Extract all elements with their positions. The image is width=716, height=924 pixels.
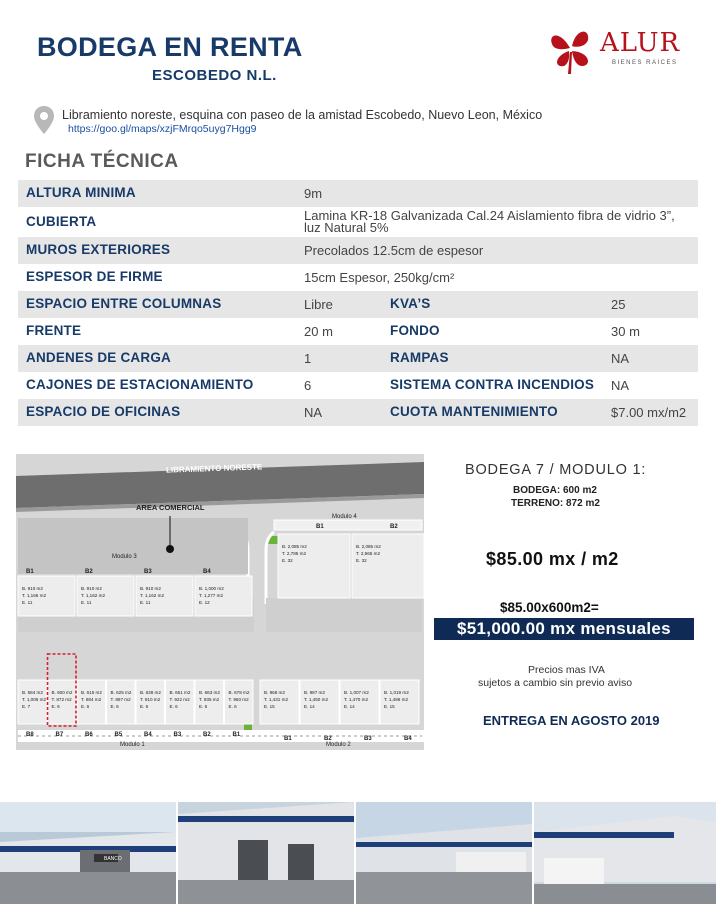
bay-label: B3 [364,736,372,742]
modulo3-building [18,518,248,574]
modulo3-label: Modulo 3 [112,554,137,560]
spec-value: NA [611,378,630,393]
lot-data-line: T. 1,162 m2 [140,593,165,598]
warehouse-photo [534,802,716,904]
lot-data-line: B. 968 m2 [264,690,285,695]
lot-data-line: T. 884 m2 [81,697,102,702]
lot-data-line: B. 625 m2 [110,690,132,695]
bay-label: B2 [203,732,211,738]
sign-text: BANCO [104,856,122,862]
spec-row [18,399,698,426]
photo-strip [0,802,716,904]
lot-data-line: E. 11 [22,600,33,605]
lot-data-line: T. 872 m2 [51,697,72,702]
price-per-m2: $85.00 mx / m2 [486,549,619,569]
spec-label: ESPACIO DE OFICINAS [26,404,181,419]
lot-data-line: E. 32 [356,558,367,563]
lot-data-line: T. 1,431 m2 [264,697,289,702]
lot-modulo1 [77,680,106,724]
spec-label: MUROS EXTERIORES [26,242,171,257]
bay-label: B7 [55,732,64,738]
lot-modulo2 [340,680,379,724]
ficha-tecnica-heading: FICHA TÉCNICA [25,151,179,172]
spec-label: FONDO [390,323,440,338]
spec-row [18,207,698,237]
lot-data-line: E. 15 [384,704,395,709]
lot-data-line: E. 7 [22,704,31,709]
lot-data-line: B. 638 m2 [140,690,161,695]
spec-label: CUOTA MANTENIMIENTO [390,404,558,419]
spec-value: NA [304,405,323,420]
lot-modulo1 [18,680,47,724]
clover-flower-icon [546,24,596,76]
bay-label: B5 [114,732,123,738]
lot-data-line: E. 14 [304,704,315,709]
lot-data-line: B. 1,007 m2 [344,690,369,695]
bay-label: B8 [26,732,34,738]
modulo4-label: Modulo 4 [332,514,357,520]
lot-data-line: E. 11 [140,600,151,605]
lot-data-line: T. 2,965 m2 [356,551,381,556]
brand-name: ALUR [600,28,681,58]
lot-data-line: T. 1,006 m2 [22,697,47,702]
spec-table [18,180,698,426]
spec-row [18,180,698,207]
map-link[interactable]: https://goo.gl/maps/xzjFMrqo5uyg7Hgg9 [68,123,257,135]
spec-label: ESPESOR DE FIRME [26,269,163,284]
lot-data-line: B. 584 m2 [22,690,43,695]
bay-label: B4 [144,732,152,738]
site-plan [16,454,424,750]
lot-data-line: E. 6 [81,704,90,709]
spec-label: ESPACIO ENTRE COLUMNAS [26,296,222,311]
spec-row [18,237,698,264]
spec-value: 9m [304,186,323,201]
spec-value: 30 m [611,324,640,339]
spec-value: 1 [304,351,312,366]
warehouse-photo [178,802,354,904]
lot-data-line: T. 1,162 m2 [81,593,106,598]
site-plan-drawing [16,454,424,750]
price-calculation: $85.00x600m2= [500,600,599,615]
brand-tagline: BIENES RAICES [612,60,678,66]
lot-data-line: B. 2,085 m2 [282,544,307,549]
spec-value: 20 m [304,324,333,339]
spec-label: CAJONES DE ESTACIONAMIENTO [26,377,254,392]
lot-data-line: E. 6 [228,704,237,709]
lot-data-line: E. 32 [282,558,293,563]
spec-label: KVA’S [390,296,431,311]
commercial-area-marker [166,545,174,553]
modulo4-header [274,520,422,530]
lot-data-line: T. 1,166 m2 [22,593,47,598]
terreno-area: TERRENO: 872 m2 [511,498,600,509]
lot-modulo1 [195,680,224,724]
lot-data-line: B. 910 m2 [22,586,43,591]
lot-data-line: T. 922 m2 [169,697,190,702]
spec-value: 6 [304,378,312,393]
lot-data-line: B. 1,019 m2 [384,690,409,695]
spec-label: ALTURA MINIMA [26,185,136,200]
spec-label: FRENTE [26,323,82,338]
bodega-area: BODEGA: 600 m2 [513,485,597,496]
unit-title: BODEGA 7 / MODULO 1: [465,462,647,478]
lot-data-line: B. 1,000 m2 [199,586,224,591]
lot-data-line: B. 910 m2 [140,586,161,591]
lot-modulo2 [260,680,299,724]
bay-label: B4 [203,569,211,575]
lot-data-line: E. 6 [110,704,119,709]
bay-label: B1 [26,569,34,575]
spec-label: RAMPAS [390,350,449,365]
lot-data-line: T. 897 m2 [110,697,131,702]
lot-data-line: E. 6 [51,704,60,709]
lot-modulo2 [380,680,419,724]
bay-label: B2 [324,736,332,742]
map-pin-icon [33,105,55,135]
bay-label: B1 [232,732,241,738]
bay-label: B1 [284,736,292,742]
lot-modulo1 [225,680,254,724]
spec-label: SISTEMA CONTRA INCENDIOS [390,377,595,392]
lot-data-line: B. 663 m2 [199,690,220,695]
spec-row [18,318,698,345]
lot-modulo2 [300,680,339,724]
lot-data-line: T. 950 m2 [228,697,249,702]
spec-value: $7.00 mx/m2 [611,405,687,420]
monthly-rent-banner: $51,000.00 mx mensuales [434,618,694,640]
spec-value: NA [611,351,630,366]
bay-label: B2 [85,569,93,575]
lot-data-line: B. 2,085 m2 [356,544,381,549]
lot-data-line: E. 6 [169,704,178,709]
bay-label: B3 [144,569,152,575]
bay-label: B2 [390,524,398,530]
warehouse-photo [356,802,532,904]
page-subtitle: ESCOBEDO N.L. [152,67,277,84]
lot-data-line: T. 1,450 m2 [304,697,329,702]
lot-data-line: T. 910 m2 [140,697,161,702]
lot-modulo1 [48,680,77,724]
spec-row [18,345,698,372]
lot-data-line: T. 935 m2 [199,697,220,702]
road-label: LIBRAMIENTO NORESTE [165,462,263,475]
lot-data-line: B. 600 m2 [51,690,73,695]
spec-value: Libre [304,297,333,312]
spec-row [18,372,698,399]
lot-data-line: T. 1,470 m2 [344,697,369,702]
bay-label: B1 [316,524,324,530]
alur-logo [546,24,696,76]
lot-data-line: T. 1,486 m2 [384,697,409,702]
page-title: BODEGA EN RENTA [37,32,303,62]
spec-value: Precolados 12.5cm de espesor [304,243,484,258]
lot-data-line: B. 678 m2 [228,690,250,695]
lot-data-line: E. 11 [81,600,92,605]
bay-label: B3 [173,732,182,738]
spec-label: ANDENES DE CARGA [26,350,171,365]
lot-modulo1 [136,680,165,724]
lot-data-line: E. 6 [199,704,208,709]
lot-data-line: T. 2,785 m2 [282,551,307,556]
lot-data-line: B. 615 m2 [81,690,102,695]
area-comercial-label: AREA COMERCIAL [136,503,205,512]
bay-label: B6 [85,732,93,738]
lot-data-line: B. 910 m2 [81,586,102,591]
spec-value: Lamina KR-18 Galvanizada Cal.24 Aislamiento fibra de vidrio 3”, luz Natural 5% [304,208,675,235]
spec-row [18,264,698,291]
bay-label: B4 [404,736,412,742]
lot-data-line: B. 651 m2 [169,690,191,695]
spec-value: 15cm Espesor, 250kg/cm² [304,270,455,285]
lot-data-line: E. 15 [264,704,275,709]
spec-value: 25 [611,297,626,312]
lot-modulo1 [166,680,195,724]
lot-data-line: B. 987 m2 [304,690,325,695]
iva-note: Precios mas IVA [528,664,605,676]
delivery-date: ENTREGA EN AGOSTO 2019 [483,713,660,728]
modulo1-label: Modulo 1 [120,742,145,748]
warehouse-photo [0,802,176,904]
address-text: Libramiento noreste, esquina con paseo de la amistad Escobedo, Nuevo Leon, México [62,108,543,122]
lot-data-line: E. 14 [344,704,355,709]
spec-row [18,291,698,318]
lot-data-line: E. 6 [140,704,149,709]
modulo2-label: Modulo 2 [326,742,351,748]
lot-modulo1 [107,680,136,724]
price-disclaimer: sujetos a cambio sin previo aviso [478,677,633,689]
lot-data-line: T. 1,277 m2 [199,593,224,598]
lot-data-line: E. 12 [199,600,210,605]
spec-label: CUBIERTA [26,214,97,229]
